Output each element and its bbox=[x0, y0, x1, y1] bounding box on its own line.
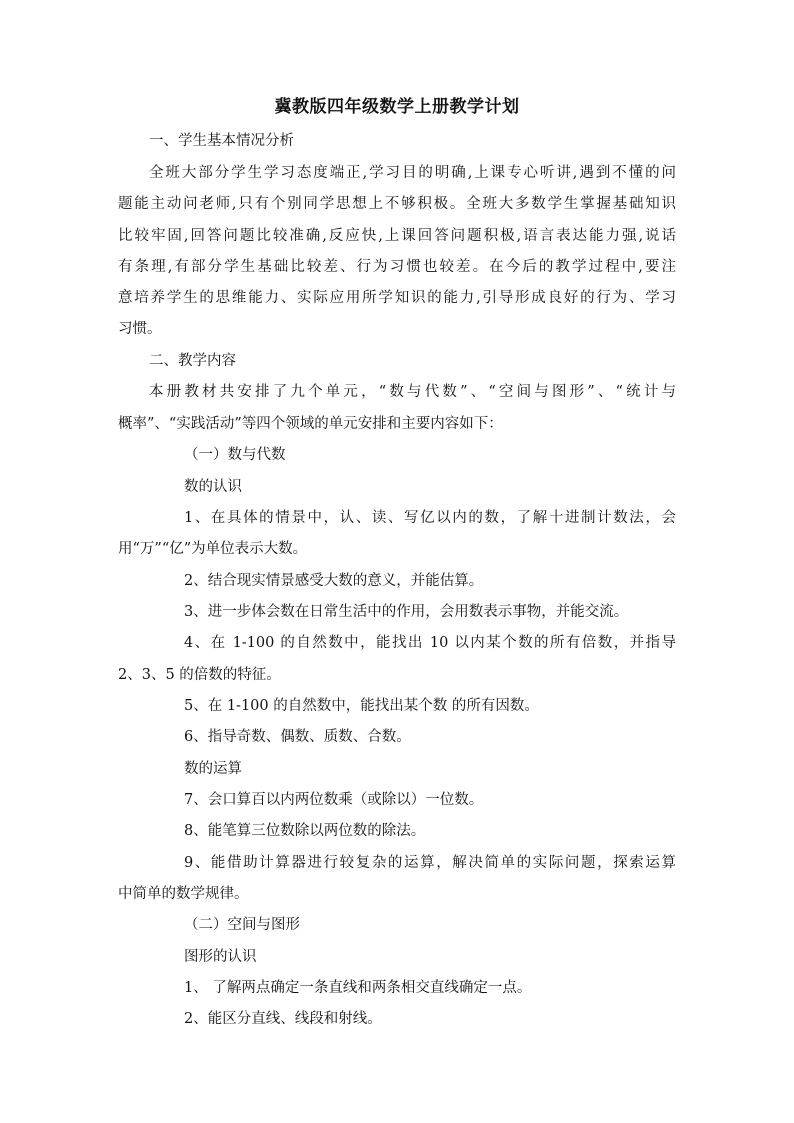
paragraph-line: 习惯。 bbox=[118, 321, 162, 337]
paragraph-line: 本册教材共安排了九个单元，“数与代数”、“空间与图形”、“统计与 bbox=[149, 384, 676, 400]
list-item: 3、进一步体会数在日常生活中的作用，会用数表示事物，并能交流。 bbox=[184, 604, 629, 620]
list-item: 2、能区分直线、线段和射线。 bbox=[184, 1011, 382, 1027]
list-item: 5、在 1-100 的自然数中，能找出某个数 的所有因数。 bbox=[184, 698, 539, 714]
list-item-continuation: 中简单的数学规律。 bbox=[118, 886, 249, 902]
list-item: 2、结合现实情景感受大数的意义，并能估算。 bbox=[184, 573, 484, 589]
category-heading-number-recognition: 数的认识 bbox=[184, 479, 242, 495]
paragraph-line: 比较牢固,回答问题比较准确,反应快,上课回答问题积极,语言表达能力强,说话 bbox=[118, 228, 676, 244]
list-item: 7、会口算百以内两位数乘（或除以）一位数。 bbox=[184, 792, 484, 808]
list-item: 1、在具体的情景中，认、读、写亿以内的数，了解十进制计数法，会 bbox=[184, 510, 676, 526]
category-heading-shape-recognition: 图形的认识 bbox=[184, 949, 257, 965]
list-item: 6、指导奇数、偶数、质数、合数。 bbox=[184, 729, 411, 745]
category-heading-number-operations: 数的运算 bbox=[184, 761, 242, 777]
document-title: 冀教版四年级数学上册教学计划 bbox=[274, 97, 520, 117]
list-item-continuation: 用“万”“亿”为单位表示大数。 bbox=[118, 541, 308, 557]
subsection-heading-numbers-algebra: （一）数与代数 bbox=[184, 447, 286, 463]
list-item: 1、 了解两点确定一条直线和两条相交直线确定一点。 bbox=[184, 980, 532, 996]
paragraph-line: 题能主动问老师,只有个别同学思想上不够积极。全班大多数学生掌握基础知识 bbox=[118, 196, 676, 212]
list-item: 9、能借助计算器进行较复杂的运算，解决简单的实际问题，探索运算 bbox=[184, 855, 676, 871]
section-heading-student-analysis: 一、学生基本情况分析 bbox=[149, 133, 294, 149]
subsection-heading-space-shapes: （二）空间与图形 bbox=[184, 917, 300, 933]
paragraph-line: 概率”、“实践活动”等四个领域的单元安排和主要内容如下： bbox=[118, 416, 503, 432]
list-item: 8、能笔算三位数除以两位数的除法。 bbox=[184, 823, 426, 839]
paragraph-line: 全班大部分学生学习态度端正,学习目的明确,上课专心听讲,遇到不懂的问 bbox=[149, 165, 676, 181]
section-heading-teaching-content: 二、教学内容 bbox=[149, 353, 236, 369]
list-item-continuation: 2、3、5 的倍数的特征。 bbox=[118, 667, 281, 683]
paragraph-line: 有条理,有部分学生基础比较差、行为习惯也较差。在今后的教学过程中,要注 bbox=[118, 259, 676, 275]
list-item: 4、在 1-100 的自然数中，能找出 10 以内某个数的所有倍数，并指导 bbox=[184, 635, 676, 651]
paragraph-line: 意培养学生的思维能力、实际应用所学知识的能力,引导形成良好的行为、学习 bbox=[118, 290, 676, 306]
